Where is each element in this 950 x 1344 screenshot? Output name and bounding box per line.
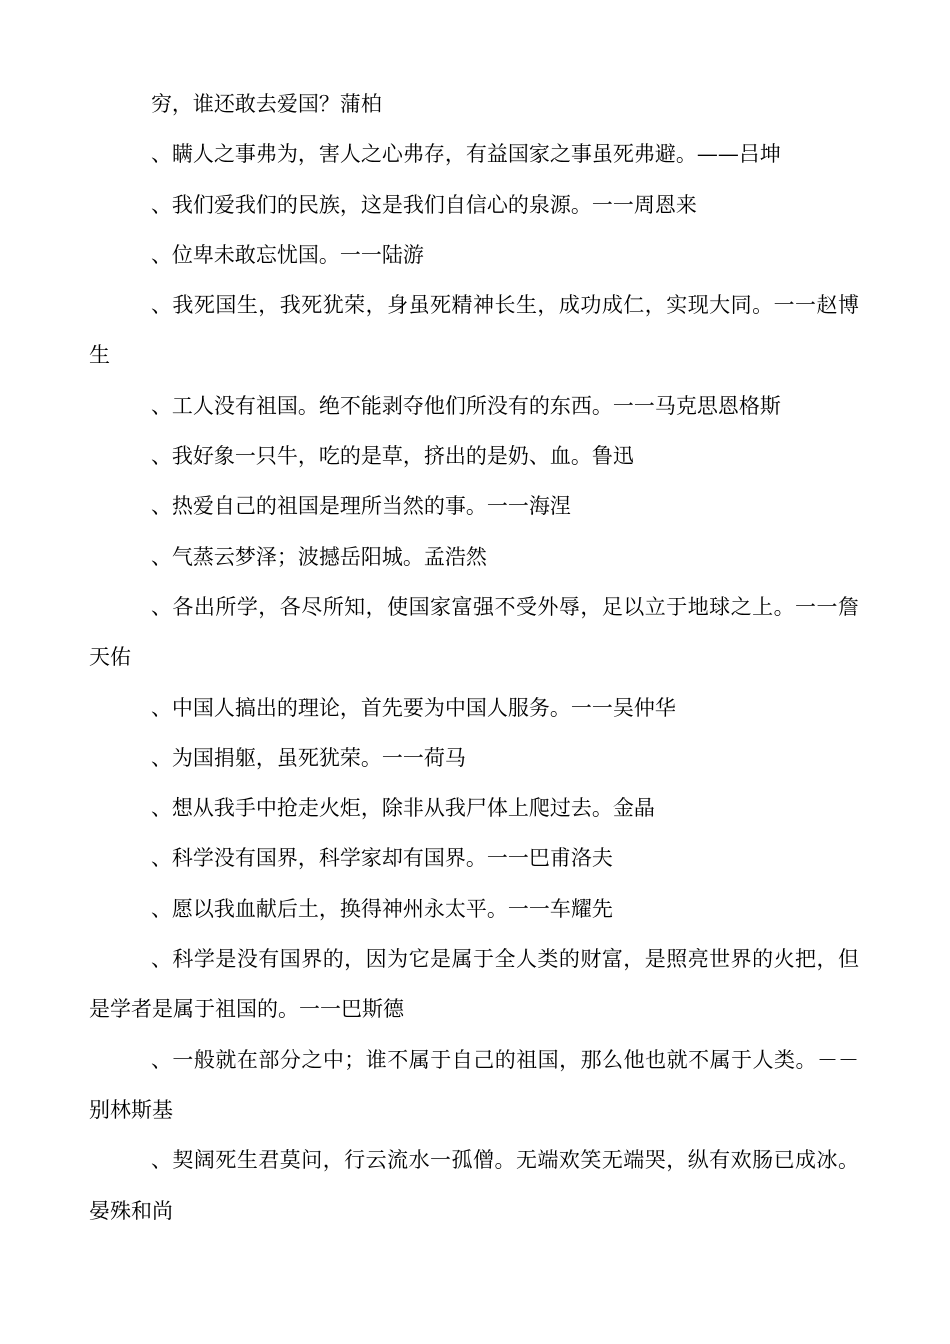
quote-paragraph: 、科学没有国界，科学家却有国界。一一巴甫洛夫 xyxy=(150,846,613,871)
quote-paragraph: 、科学是没有国界的，因为它是属于全人类的财富，是照亮世界的火把，但是学者是属于祖国的。一一巴斯德 xyxy=(89,947,859,1022)
quote-paragraph: 、一般就在部分之中；谁不属于自己的祖国，那么他也就不属于人类。－－别林斯基 xyxy=(89,1047,859,1122)
quote-paragraph: 、工人没有祖国。绝不能剥夺他们所没有的东西。一一马克思恩格斯 xyxy=(150,393,781,418)
quote-paragraph: 、位卑未敢忘忧国。一一陆游 xyxy=(150,242,424,267)
quote-list xyxy=(89,79,859,1236)
quote-paragraph: 、瞒人之事弗为，害人之心弗存，有益国家之事虽死弗避。——吕坤 xyxy=(150,142,781,167)
quote-paragraph: 、愿以我血献后土，换得神州永太平。一一车耀先 xyxy=(150,896,613,921)
quote-paragraph: 、气蒸云梦泽；波撼岳阳城。孟浩然 xyxy=(150,544,487,569)
quote-paragraph: 穷，谁还敢去爱国？蒲柏 xyxy=(150,92,382,116)
quote-paragraph: 、我好象一只牛，吃的是草，挤出的是奶、血。鲁迅 xyxy=(150,444,634,469)
quote-paragraph: 、想从我手中抢走火炬，除非从我尸体上爬过去。金晶 xyxy=(150,796,655,821)
quote-paragraph: 、中国人搞出的理论，首先要为中国人服务。一一吴仲华 xyxy=(150,695,676,720)
quote-paragraph: 、热爱自己的祖国是理所当然的事。一一海涅 xyxy=(150,494,571,519)
quote-paragraph: 、各出所学，各尽所知，使国家富强不受外辱，足以立于地球之上。一一詹天佑 xyxy=(89,594,859,670)
quote-paragraph: 、契阔死生君莫问，行云流水一孤僧。无端欢笑无端哭，纵有欢肠已成冰。晏殊和尚 xyxy=(89,1148,859,1223)
quote-paragraph: 、我们爱我们的民族，这是我们自信心的泉源。一一周恩来 xyxy=(150,192,697,217)
quote-paragraph: 、为国捐躯，虽死犹荣。一一荷马 xyxy=(150,745,466,770)
quote-paragraph: 、我死国生，我死犹荣，身虽死精神长生，成功成仁，实现大同。一一赵博生 xyxy=(89,293,859,368)
